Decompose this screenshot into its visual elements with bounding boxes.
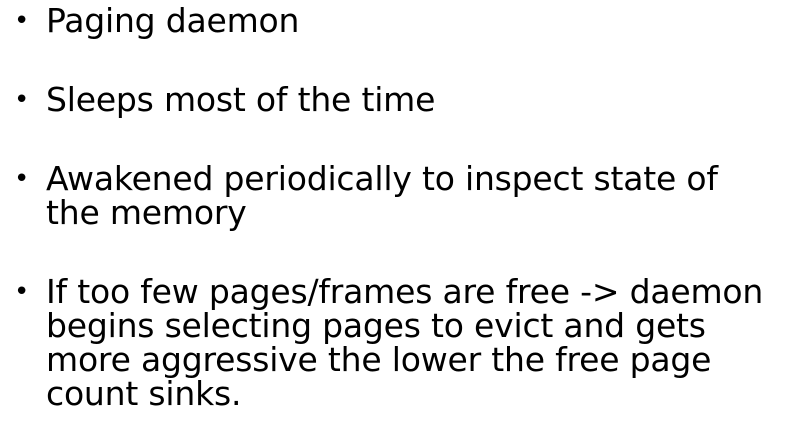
- bullet-dot-icon: •: [14, 277, 30, 307]
- bullet-item: [10, 1, 780, 40]
- bullet-item: [10, 80, 780, 119]
- bullet-dot-icon: •: [14, 6, 30, 36]
- bullet-text: Paging daemon: [46, 1, 300, 40]
- bullet-text: If too few pages/frames are free -> daemon begins selecting pages to evict and gets more aggressive the lower the free page count sinks.: [46, 272, 764, 413]
- bullet-text: Awakened periodically to inspect state of the memory: [46, 159, 718, 232]
- bullet-dot-icon: •: [14, 85, 30, 115]
- bullet-text: Sleeps most of the time: [46, 80, 436, 119]
- bullet-item: [10, 272, 780, 413]
- bullet-item: [10, 159, 780, 232]
- bullet-dot-icon: •: [14, 164, 30, 194]
